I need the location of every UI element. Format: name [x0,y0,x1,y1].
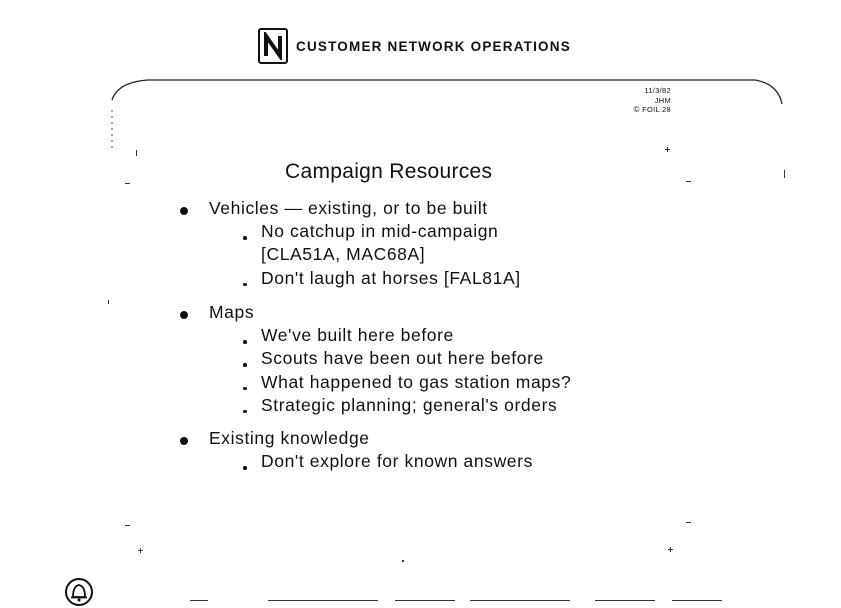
copyright-circle-icon: © [633,105,640,114]
slide-foil-number: © FOIL 28 [633,105,671,114]
sub-bullet-dot-icon [243,283,247,287]
bell-logo-icon [64,577,94,607]
slide-author: JHM [654,95,671,105]
sub-bullet-dot-icon [243,236,247,240]
sub-bullet-dot-icon [243,466,247,470]
sub-bullet-dot-icon [243,363,247,367]
bullet-dot-icon [180,437,188,445]
bullet-dot-icon [180,311,188,319]
organization-name: CUSTOMER NETWORK OPERATIONS [296,38,571,54]
sub-bullet-dot-icon [243,387,247,391]
slide-date: 11/3/82 [644,86,671,95]
sub-bullet-dot-icon [243,410,247,414]
sub-bullet-dot-icon [243,340,247,344]
bullet-dot-icon [180,207,188,215]
slide-title: Campaign Resources [285,160,493,183]
slide-metadata [633,86,671,115]
